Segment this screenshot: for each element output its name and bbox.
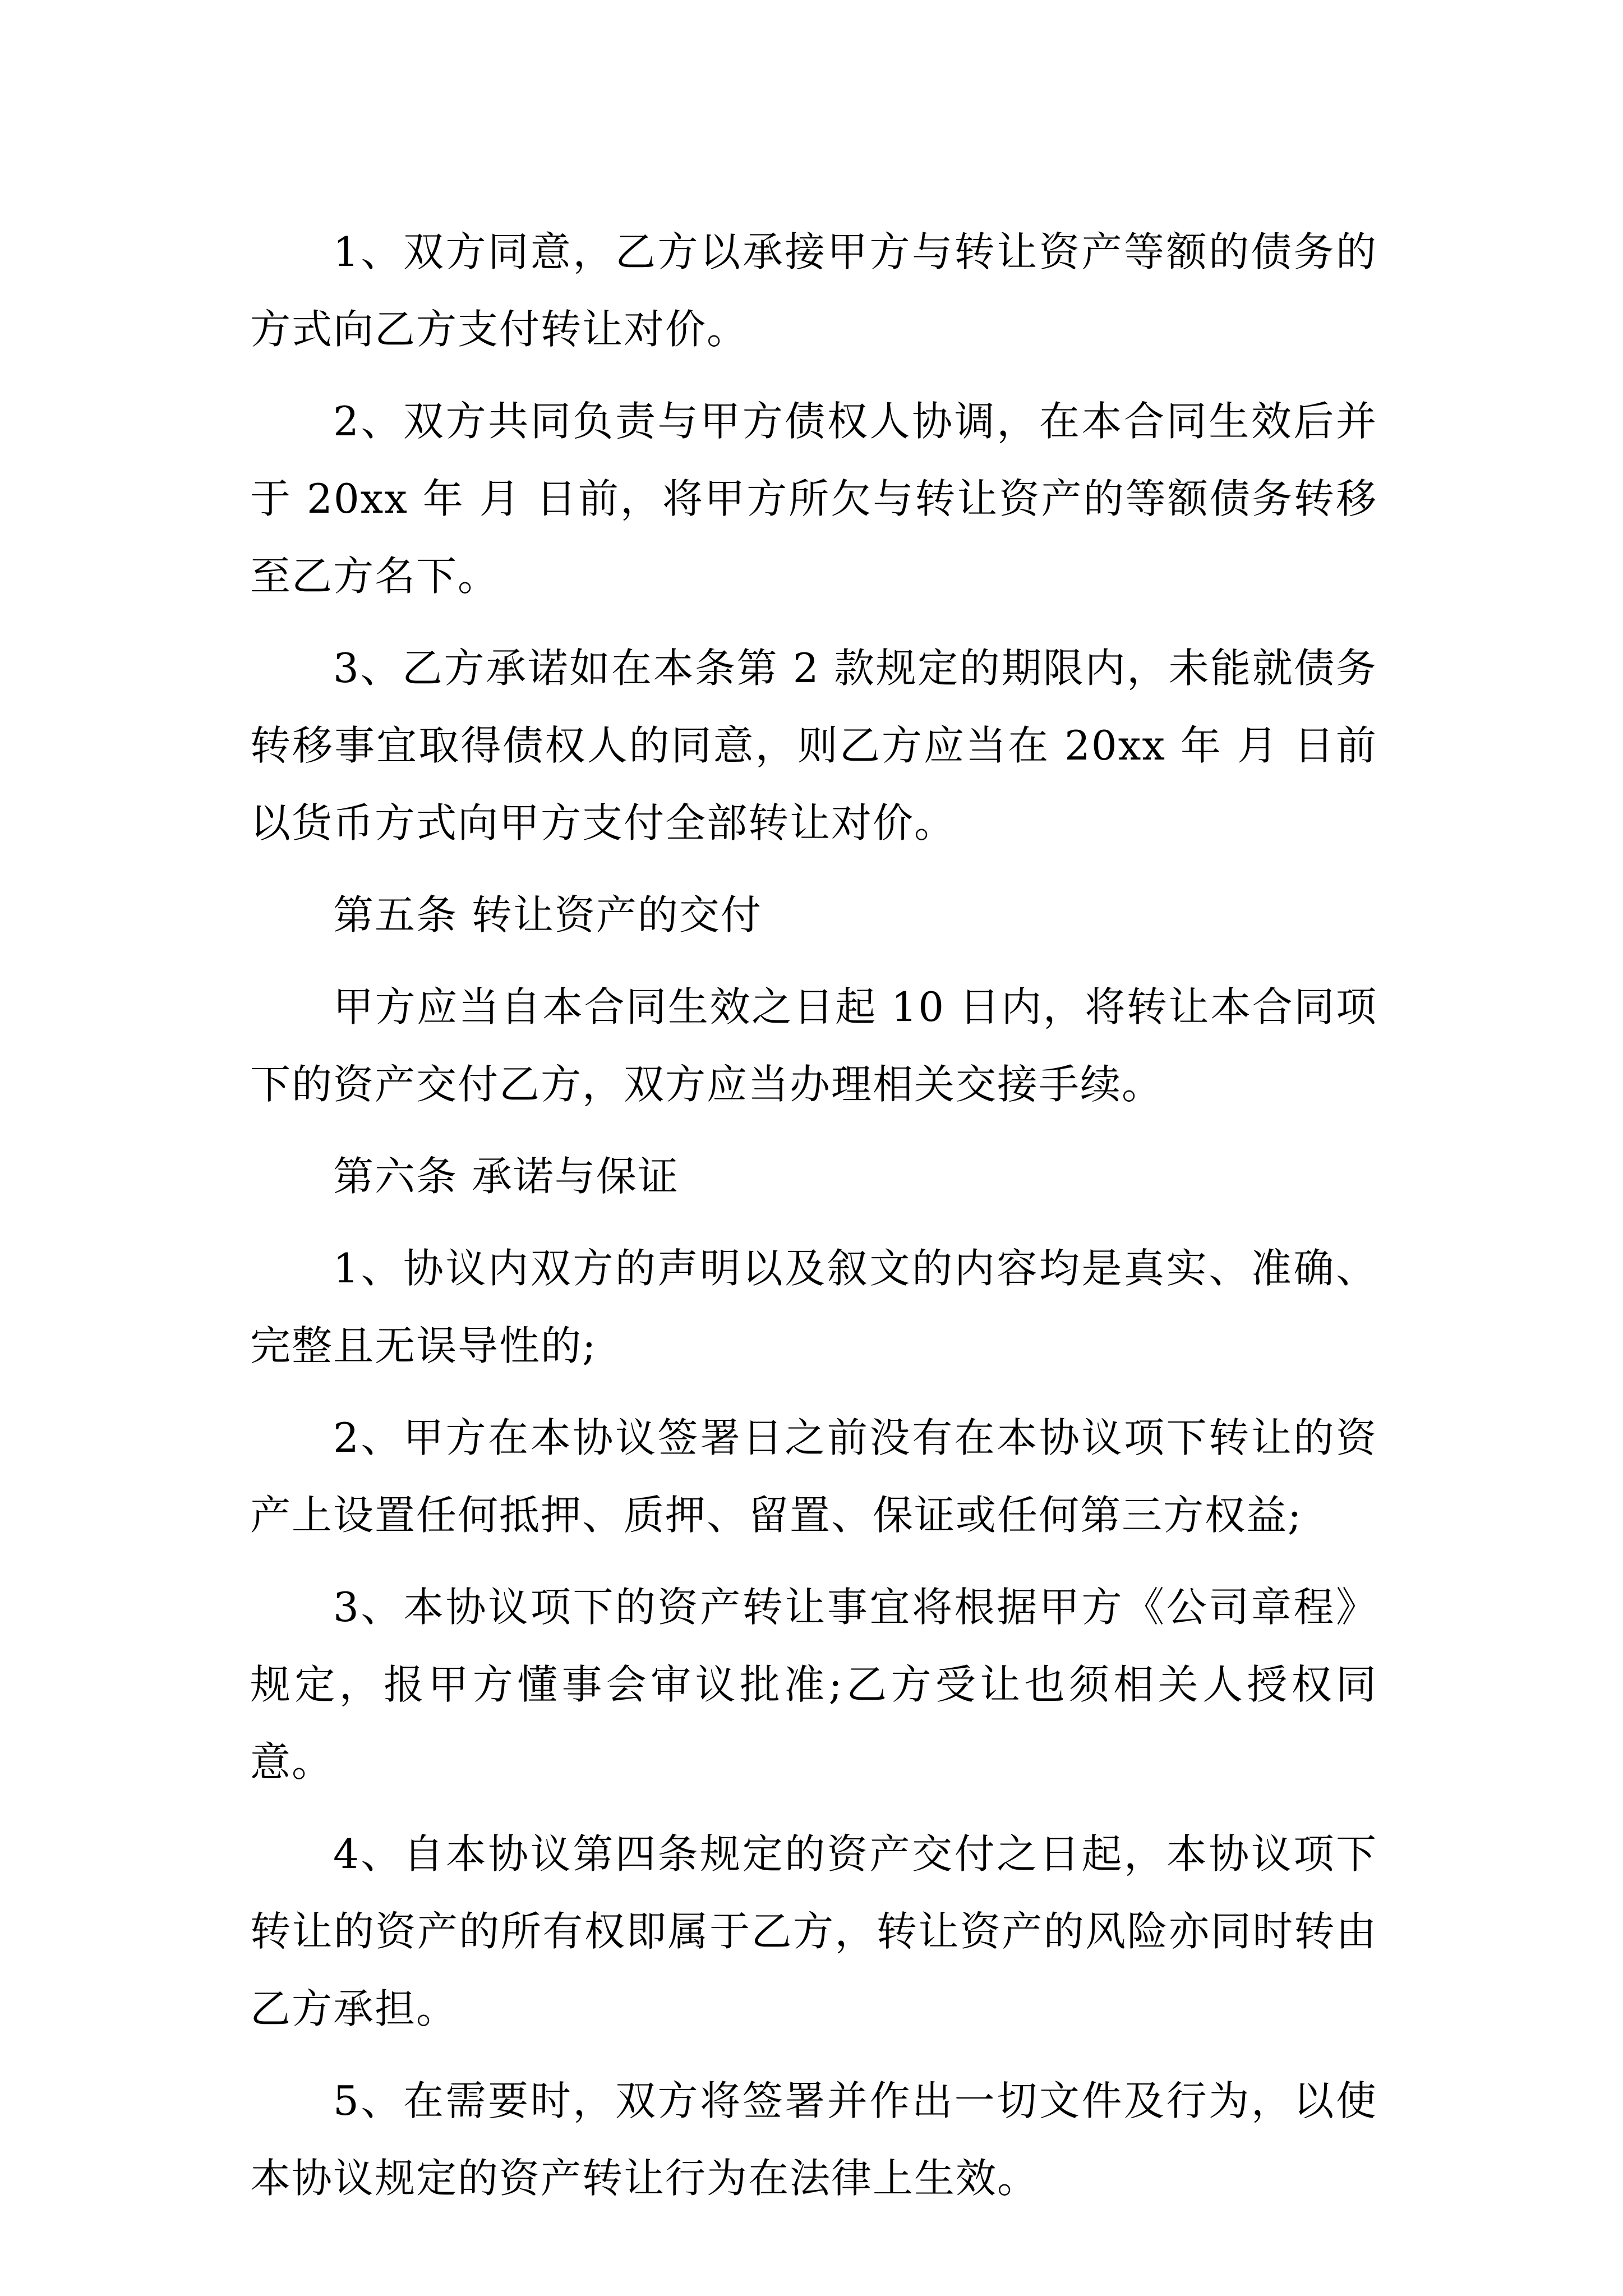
paragraph-clause-4-item-1: 1、双方同意，乙方以承接甲方与转让资产等额的债务的方式向乙方支付转让对价。 [250, 228, 1377, 353]
paragraph-article-6-item-5: 5、在需要时，双方将签署并作出一切文件及行为，以使本协议规定的资产转让行为在法律上生效。 [250, 2077, 1377, 2202]
paragraph-clause-4-item-3: 3、乙方承诺如在本条第 2 款规定的期限内，未能就债务转移事宜取得债权人的同意，则乙方应当在 20xx 年 月 日前以货币方式向甲方支付全部转让对价。 [250, 645, 1377, 846]
paragraph-article-6-item-3: 3、本协议项下的资产转让事宜将根据甲方《公司章程》规定，报甲方懂事会审议批准;乙方受让也须相关人授权同意。 [250, 1584, 1377, 1786]
heading-article-5: 第五条 转让资产的交付 [333, 891, 762, 938]
paragraph-clause-4-item-2: 2、双方共同负责与甲方债权人协调，在本合同生效后并于 20xx 年 月 日前，将甲方所欠与转让资产的等额债务转移至乙方名下。 [250, 398, 1377, 600]
paragraph-article-5-body: 甲方应当自本合同生效之日起 10 日内，将转让本合同项下的资产交付乙方，双方应当办理相关交接手续。 [250, 983, 1377, 1108]
paragraph-article-6-item-4: 4、自本协议第四条规定的资产交付之日起，本协议项下转让的资产的所有权即属于乙方，转让资产的风险亦同时转由乙方承担。 [250, 1830, 1377, 2032]
heading-article-6: 第六条 承诺与保证 [333, 1153, 679, 1200]
paragraph-article-6-item-1: 1、协议内双方的声明以及叙文的内容均是真实、准确、完整且无误导性的; [250, 1245, 1377, 1369]
paragraph-article-6-item-2: 2、甲方在本协议签署日之前没有在本协议项下转让的资产上设置任何抵押、质押、留置、保证或任何第三方权益; [250, 1414, 1377, 1539]
document-body [250, 213, 1377, 2231]
